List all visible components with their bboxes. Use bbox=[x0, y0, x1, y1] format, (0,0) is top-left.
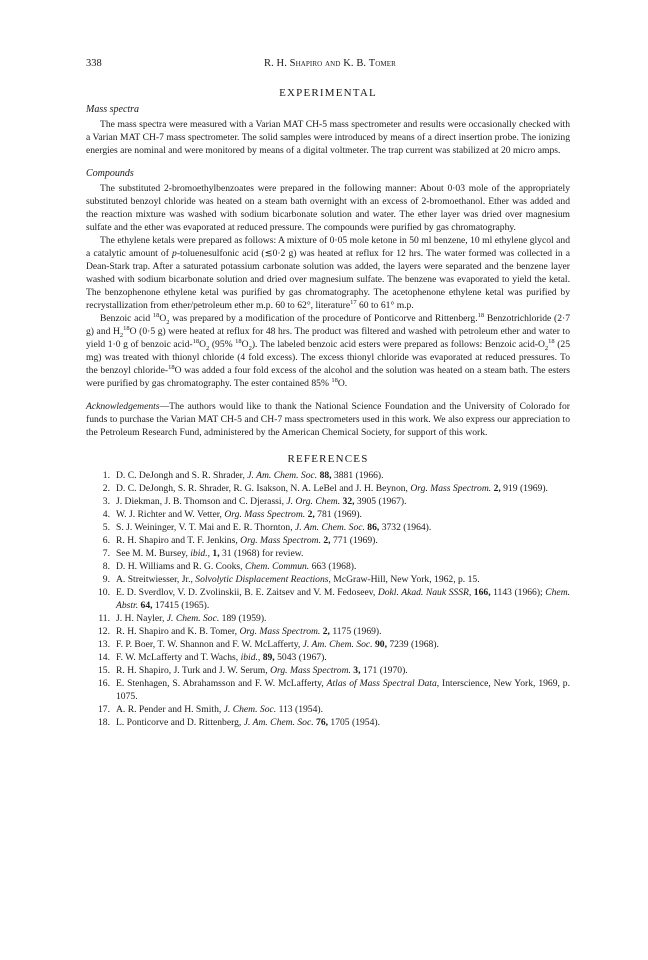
reference-number: 15. bbox=[98, 665, 110, 676]
reference-text: L. Ponticorve and D. Rittenberg, J. Am. Chem. Soc. 76, 1705 (1954). bbox=[116, 717, 380, 728]
reference-item bbox=[86, 638, 570, 651]
reference-item bbox=[86, 677, 570, 703]
reference-text: D. H. Williams and R. G. Cooks, Chem. Commun. 663 (1968). bbox=[116, 561, 357, 572]
reference-number: 13. bbox=[98, 639, 110, 650]
acknowledgements-paragraph: Acknowledgements—The authors would like to thank the National Science Foundation and the University of Colorado for funds to purchase the Varian MAT CH-5 and CH-7 mass spectrometers used in this work. We also express our appreciation to the Petroleum Research Fund, administered by the American Chemical Society, for support of this work. bbox=[86, 401, 570, 438]
reference-text: J. Diekman, J. B. Thomson and C. Djerassi, J. Org. Chem. 32, 3905 (1967). bbox=[116, 496, 407, 507]
reference-text: J. H. Nayler, J. Chem. Soc. 189 (1959). bbox=[116, 613, 267, 624]
reference-number: 1. bbox=[102, 470, 110, 481]
reference-item bbox=[86, 612, 570, 625]
reference-text: A. Streitwiesser, Jr., Solvolytic Displacement Reactions, McGraw-Hill, New York, 1962, p. 15. bbox=[116, 574, 480, 585]
compounds-paragraph-1: The substituted 2-bromoethylbenzoates were prepared in the following manner: About 0·03 mole of the appropriately substituted benzoyl chloride was heated on a steam bath overnight with an excess of 2-bromoethanol. Ether was added and the reaction mixture was washed with sodium bicarbonate solution and water. The ether layer was dried over magnesium sulfate and the ether was evaporated at reduced pressure. The compounds were purified by gas chromatography. bbox=[86, 183, 570, 233]
reference-number: 3. bbox=[102, 496, 110, 507]
reference-text: D. C. DeJongh, S. R. Shrader, R. G. Isakson, N. A. LeBel and J. H. Beynon, Org. Mass Spectrom. 2, 919 (1969). bbox=[116, 483, 548, 494]
reference-item bbox=[86, 651, 570, 664]
reference-item bbox=[86, 625, 570, 638]
reference-number: 17. bbox=[98, 704, 110, 715]
reference-item bbox=[86, 547, 570, 560]
reference-number: 14. bbox=[98, 652, 110, 663]
reference-item bbox=[86, 508, 570, 521]
reference-item bbox=[86, 521, 570, 534]
reference-text: W. J. Richter and W. Vetter, Org. Mass Spectrom. 2, 781 (1969). bbox=[116, 509, 362, 520]
running-header-authors: R. H. Shapiro and K. B. Tomer bbox=[264, 58, 396, 69]
reference-number: 12. bbox=[98, 626, 110, 637]
reference-text: R. H. Shapiro and T. F. Jenkins, Org. Mass Spectrom. 2, 771 (1969). bbox=[116, 535, 378, 546]
acknowledgements-section bbox=[86, 400, 570, 439]
reference-item bbox=[86, 573, 570, 586]
reference-number: 16. bbox=[98, 678, 110, 689]
reference-item bbox=[86, 482, 570, 495]
reference-number: 5. bbox=[102, 522, 110, 533]
reference-number: 6. bbox=[102, 535, 110, 546]
reference-text: E. D. Sverdlov, V. D. Zvolinskii, B. E. Zaitsev and V. M. Fedoseev, Dokl. Akad. Nauk SSSR, 166, 1143 (1966); Chem. Abstr. 64, 17415 (1965). bbox=[116, 587, 571, 611]
page-number: 338 bbox=[86, 58, 102, 69]
reference-number: 7. bbox=[102, 548, 110, 559]
reference-number: 9. bbox=[102, 574, 110, 585]
reference-item bbox=[86, 469, 570, 482]
references-heading: REFERENCES bbox=[287, 453, 369, 465]
mass-spectra-subheading: Mass spectra bbox=[86, 104, 140, 115]
reference-text: R. H. Shapiro, J. Turk and J. W. Serum, Org. Mass Spectrom. 3, 171 (1970). bbox=[116, 665, 408, 676]
mass-spectra-section bbox=[86, 103, 570, 157]
reference-text: S. J. Weininger, V. T. Mai and E. R. Thornton, J. Am. Chem. Soc. 86, 3732 (1964). bbox=[116, 522, 432, 533]
reference-number: 8. bbox=[102, 561, 110, 572]
reference-item bbox=[86, 664, 570, 677]
reference-item bbox=[86, 495, 570, 508]
compounds-subheading: Compounds bbox=[86, 168, 134, 179]
reference-item bbox=[86, 560, 570, 573]
reference-number: 2. bbox=[102, 483, 110, 494]
reference-item bbox=[86, 586, 570, 612]
reference-number: 11. bbox=[98, 613, 110, 624]
acknowledgements-label: Acknowledgements bbox=[86, 401, 160, 412]
references-list bbox=[86, 469, 570, 729]
reference-number: 4. bbox=[102, 509, 110, 520]
experimental-heading: EXPERIMENTAL bbox=[279, 87, 377, 99]
mass-spectra-paragraph: The mass spectra were measured with a Varian MAT CH-5 mass spectrometer and results were occasionally checked with a Varian MAT CH-7 mass spectrometer. The solid samples were introduced by means of a direct insertion probe. The ionizing energies are nominal and were monitored by means of a digital voltmeter. The trap current was stabilized at 20 micro amps. bbox=[86, 119, 570, 156]
compounds-paragraph-3: Benzoic acid $^{18}O_2$ was prepared by a modification of the procedure of Ponticorve and Rittenberg.$^{18}$ Benzotrichloride (2·7 g) and $H_2^{18}O$ (0·5 g) were heated at reflux for 48 hrs. The product was filtered and washed with petroleum ether and water to yield 1·0 g of benzoic acid-$^{18}O_2$ (95% $^{18}O_2$). The labeled benzoic acid esters were prepared as follows: Benzoic acid-$O_2^{18}$ (25 mg) was treated with thionyl chloride (4 fold excess). The excess thionyl chloride was evaporated at reduced pressures. To the benzoyl chloride-$^{18}$O was added a four fold excess of the alcohol and the solution was heated on a steam bath. The esters were purified by gas chromatography. The ester contained 85% $^{18}$O. bbox=[86, 311, 571, 389]
compounds-paragraph-2: The ethylene ketals were prepared as follows: A mixture of 0·05 mole ketone in 50 ml benzene, 10 ml ethylene glycol and a catalytic amount of p-toluenesulfonic acid (≲0·2 g) was heated at reflux for 12 hrs. The water formed was collected in a Dean-Stark trap. After a saturated potassium carbonate solution was added, the layers were separated and the benzene layer washed with sodium bicarbonate solution and dried over magnesium sulfate. The benzene was evaporated to yield the ketal. The benzophenone ethylene ketal was purified by gas chromatography. The acetophenone ethylene ketal was purified by recrystallization from ether/petroleum ether m.p. 60 to 62°, literature$^{17}$ 60 to 61° m.p. bbox=[86, 235, 570, 311]
compounds-section bbox=[86, 167, 570, 390]
reference-text: R. H. Shapiro and K. B. Tomer, Org. Mass Spectrom. 2, 1175 (1969). bbox=[116, 626, 382, 637]
reference-text: E. Stenhagen, S. Abrahamsson and F. W. McLafferty, Atlas of Mass Spectral Data, Interscience, New York, 1969, p. 1075. bbox=[116, 678, 570, 702]
journal-page bbox=[86, 58, 570, 729]
reference-number: 10. bbox=[98, 587, 110, 598]
reference-item bbox=[86, 534, 570, 547]
reference-item bbox=[86, 716, 570, 729]
reference-text: See M. M. Bursey, ibid., 1, 31 (1968) for review. bbox=[116, 548, 304, 559]
reference-number: 18. bbox=[98, 717, 110, 728]
reference-text: F. P. Boer, T. W. Shannon and F. W. McLafferty, J. Am. Chem. Soc. 90, 7239 (1968). bbox=[116, 639, 439, 650]
reference-text: D. C. DeJongh and S. R. Shrader, J. Am. Chem. Soc. 88, 3881 (1966). bbox=[116, 470, 384, 481]
reference-text: A. R. Pender and H. Smith, J. Chem. Soc. 113 (1954). bbox=[116, 704, 323, 715]
reference-item bbox=[86, 703, 570, 716]
reference-text: F. W. McLafferty and T. Wachs, ibid., 89, 5043 (1967). bbox=[116, 652, 327, 663]
running-header bbox=[86, 58, 570, 74]
